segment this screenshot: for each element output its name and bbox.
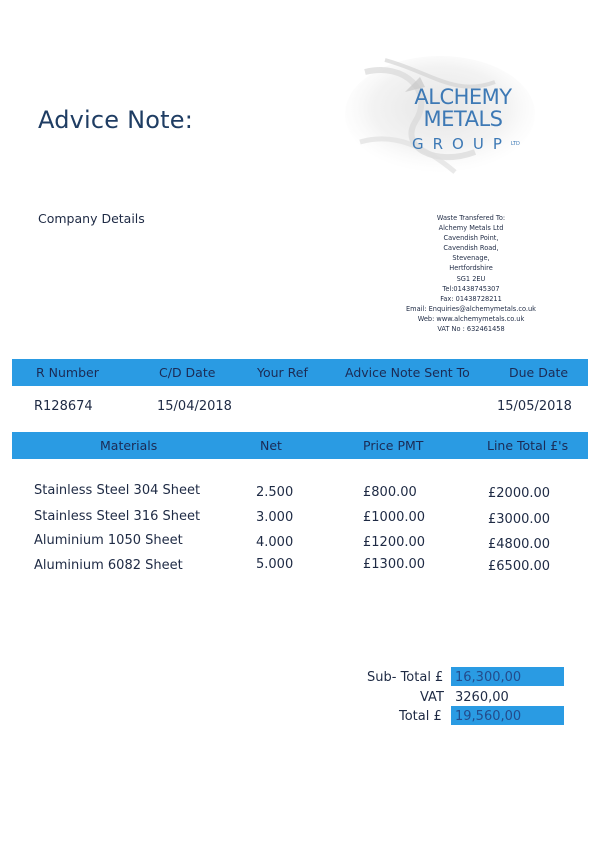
logo-line-1: ALCHEMY [414,85,512,109]
material-price: £800.00 [363,485,417,500]
logo-line-3: GROUPLTD [412,135,520,153]
col-price-pmt: Price PMT [363,438,424,453]
vat-label: VAT [420,690,444,705]
vat-value: 3260,00 [455,690,509,705]
address-line: Stevenage, [452,254,490,263]
col-cd-date: C/D Date [159,365,216,380]
company-details-label: Company Details [38,211,145,226]
material-net: 2.500 [256,485,294,500]
address-line: SG1 2EU [456,274,486,283]
subtotal-label: Sub- Total £ [367,670,444,685]
material-name: Stainless Steel 304 Sheet [34,483,201,498]
material-total: £3000.00 [488,512,551,527]
material-net: 4.000 [256,535,294,550]
materials-table-header [12,432,588,459]
logo-line-2: METALS [423,107,503,131]
col-r-number: R Number [36,365,99,380]
r-number-value: R128674 [34,399,93,414]
total-value: 19,560,00 [455,709,522,724]
due-date-value: 15/05/2018 [497,399,572,414]
col-advice-note-sent-to: Advice Note Sent To [345,365,470,380]
address-line: Waste Transfered To: [436,214,506,222]
address-line: Email: Enquiries@alchemymetals.co.uk [406,304,536,313]
material-total: £6500.00 [488,559,551,574]
col-due-date: Due Date [509,365,569,380]
col-net: Net [260,438,282,453]
address-line: Alchemy Metals Ltd [438,224,504,233]
col-your-ref: Your Ref [257,365,308,380]
total-label: Total £ [399,709,442,724]
address-line: Cavendish Road, [443,244,499,253]
address-line: Tel:01438745307 [442,284,500,293]
address-line: Cavendish Point, [443,234,499,243]
col-line-total: Line Total £'s [487,438,569,453]
material-name: Aluminium 1050 Sheet [34,533,183,548]
address-line: VAT No : 632461458 [437,325,505,334]
material-net: 5.000 [256,557,294,572]
page-title: Advice Note: [38,106,193,134]
subtotal-value: 16,300,00 [455,670,522,685]
material-price: £1300.00 [363,557,426,572]
material-total: £2000.00 [488,486,551,501]
address-line: Fax: 01438728211 [440,294,502,303]
material-price: £1200.00 [363,535,426,550]
material-name: Aluminium 6082 Sheet [34,558,183,573]
header-table-header [12,359,588,386]
material-total: £4800.00 [488,537,551,552]
address-block [376,213,566,334]
address-line: Web: www.alchemymetals.co.uk [417,314,525,323]
material-price: £1000.00 [363,510,426,525]
col-materials: Materials [100,438,158,453]
cd-date-value: 15/04/2018 [157,399,232,414]
company-logo [408,86,518,154]
material-name: Stainless Steel 316 Sheet [34,509,201,524]
address-line: Hertfordshire [449,264,493,273]
material-net: 3.000 [256,510,294,525]
